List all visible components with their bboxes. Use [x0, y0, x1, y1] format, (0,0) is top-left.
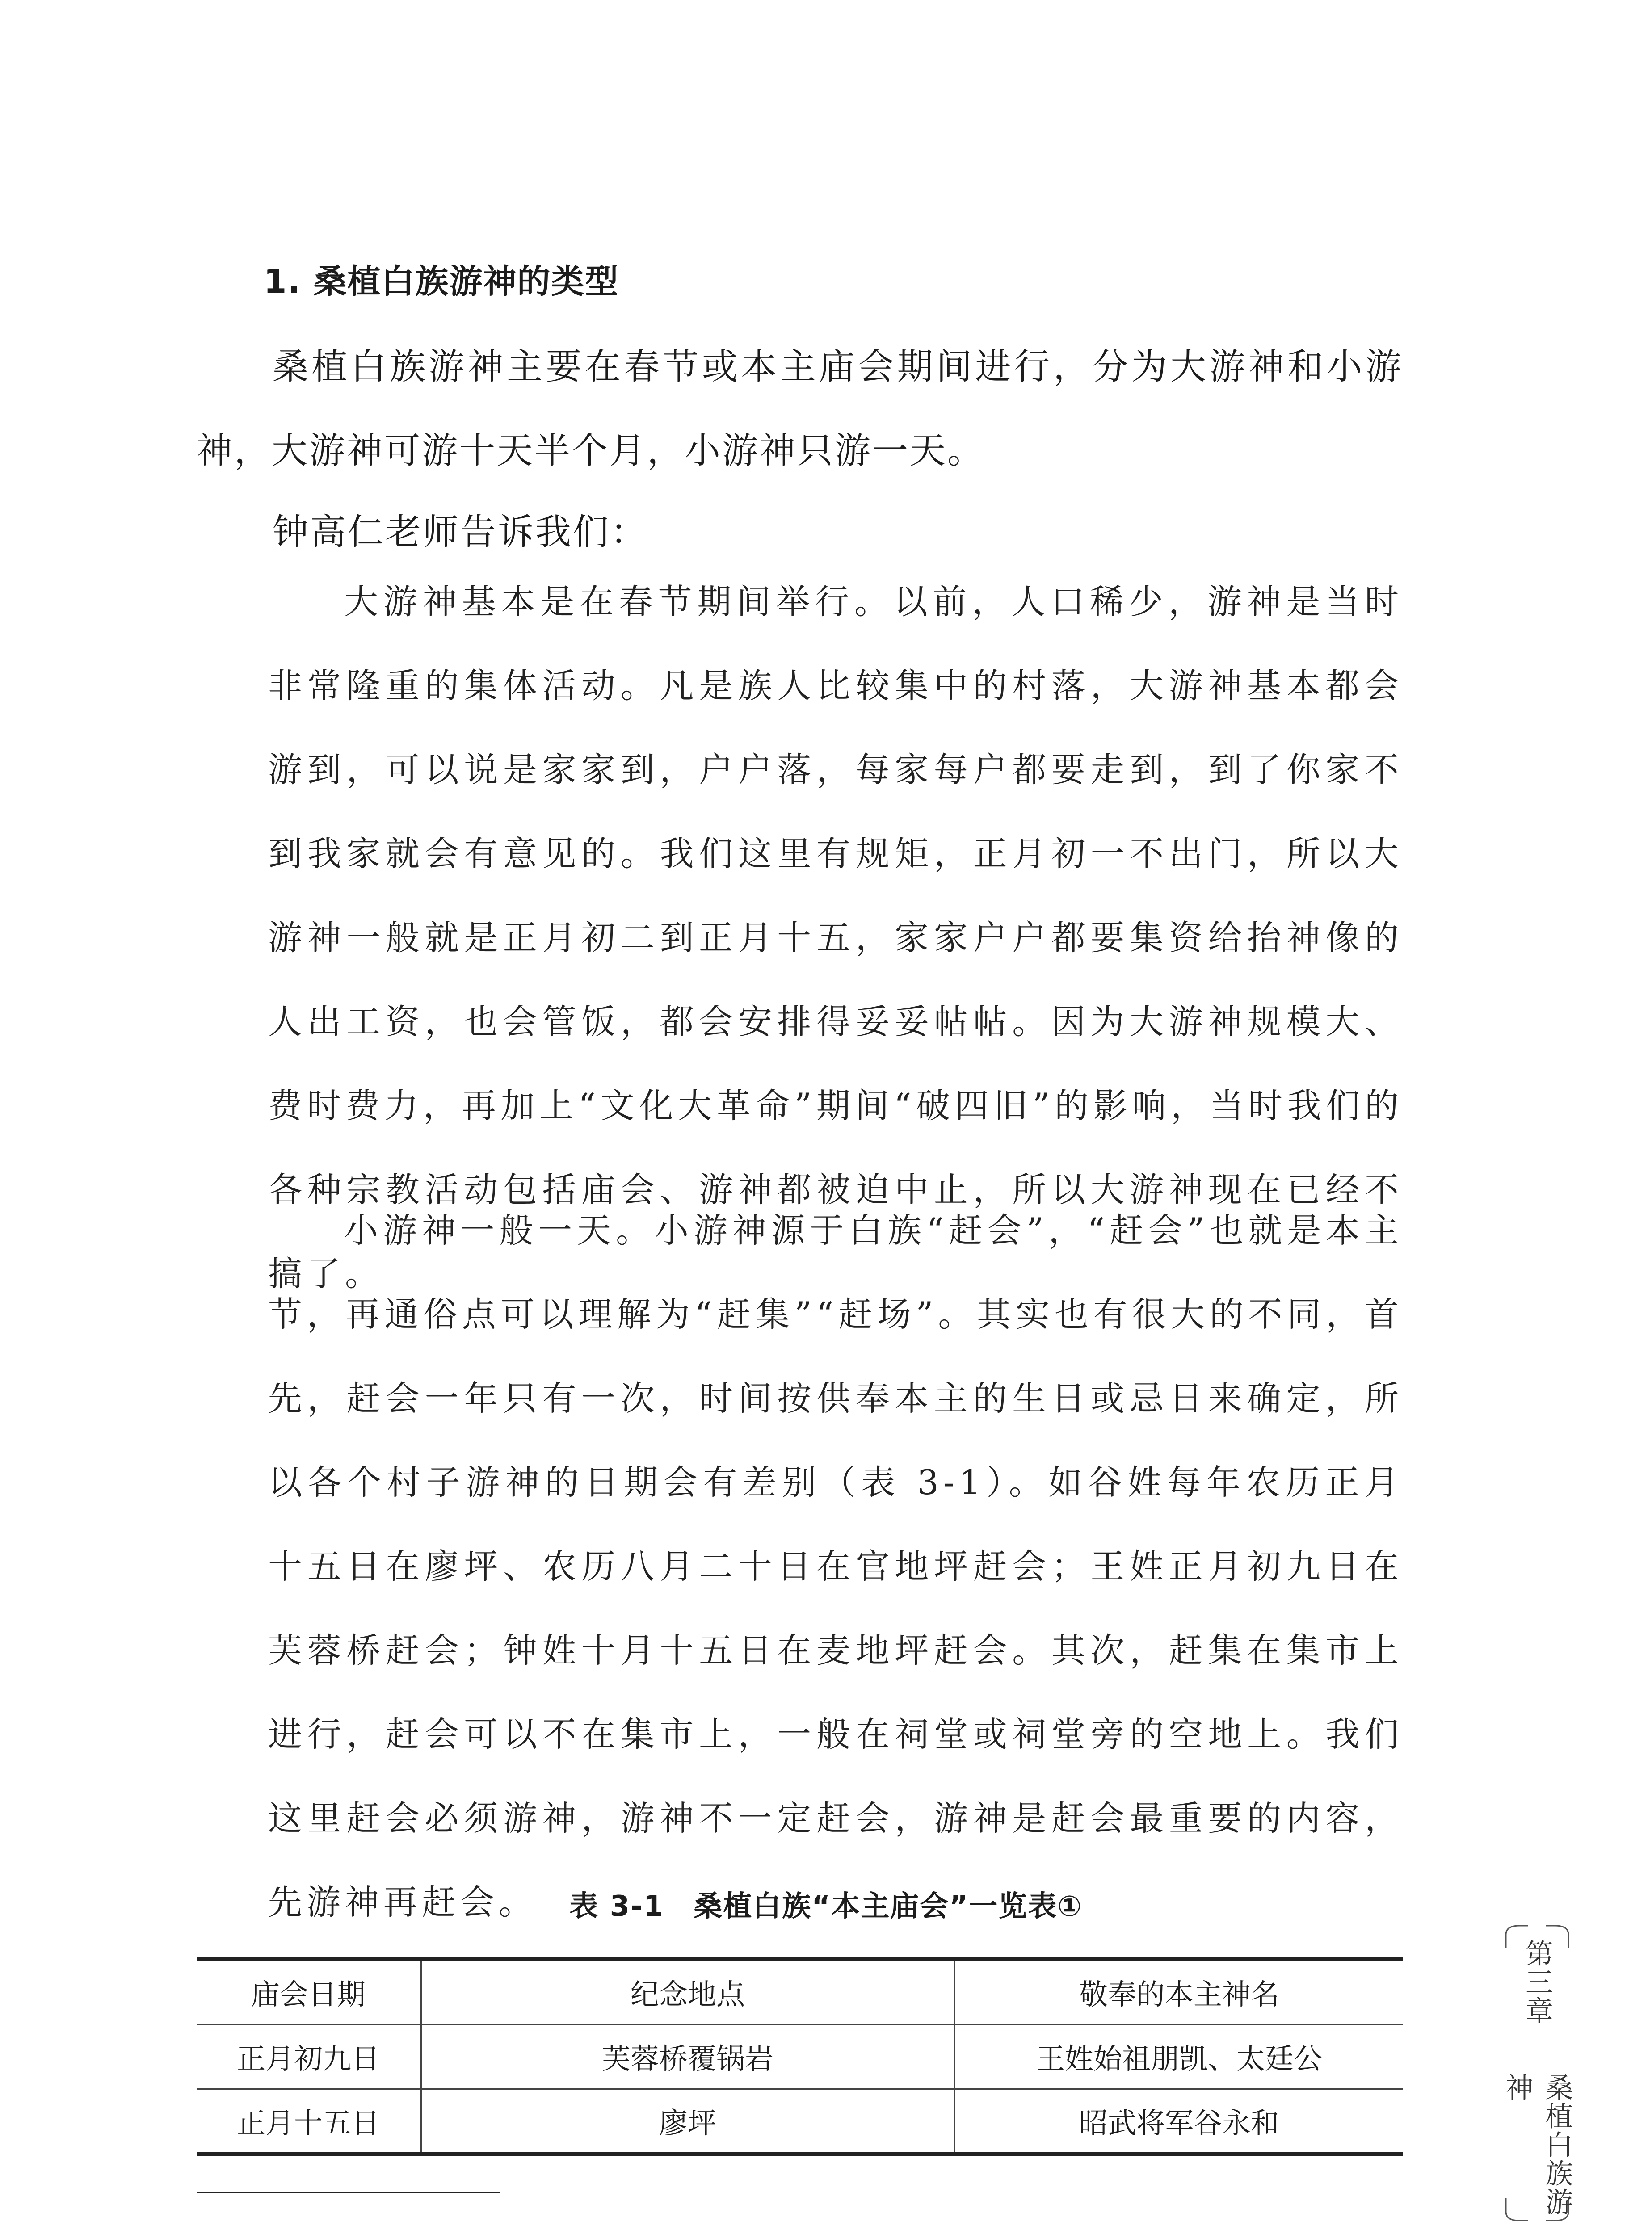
table-cell-deity: 王姓始祖朋凯、太廷公 [954, 2024, 1403, 2089]
footnote-divider [197, 2192, 500, 2193]
lead-paragraph: 钟高仁老师告诉我们： [273, 511, 648, 553]
side-tab-title: 桑植白族游神 [1501, 2073, 1573, 2216]
table-header-deity: 敬奉的本主神名 [954, 1959, 1403, 2025]
chapter-side-tab [1492, 1921, 1582, 2225]
table-cell-location: 廖坪 [421, 2089, 954, 2154]
table-cell-date: 正月初九日 [197, 2024, 421, 2089]
temple-fair-table [197, 1957, 1403, 2156]
side-tab-chapter: 第三章 [1521, 1939, 1554, 2025]
intro-paragraph: 桑植白族游神主要在春节或本主庙会期间进行，分为大游神和小游神，大游神可游十天半个月，小游神只游一天。 [197, 346, 1403, 471]
table-row [197, 2089, 1403, 2154]
table-header-location: 纪念地点 [421, 1959, 954, 2025]
table-cell-location: 芙蓉桥覆锅岩 [421, 2024, 954, 2089]
table-row [197, 2024, 1403, 2089]
table-header-row [197, 1959, 1403, 2025]
table-cell-deity: 昭武将军谷永和 [954, 2089, 1403, 2154]
quote-small-tour: 小游神一般一天。小游神源于白族“赶会”，“赶会”也就是本主节，再通俗点可以理解为“赶集”“赶场”。其实也有很大的不同，首先，赶会一年只有一次，时间按供奉本主的生日或忌日来确定，所以各个村子游神的日期会有差别（表 3-1）。如谷姓每年农历正月十五日在廖坪、农历八月二十日在官地坪赶会；王姓正月初九日在芙蓉桥赶会；钟姓十月十五日在麦地坪赶会。其次，赶集在集市上进行，赶会可以不在集市上，一般在祠堂或祠堂旁的空地上。我们这里赶会必须游神，游神不一定赶会，游神是赶会最重要的内容，先游神再赶会。 [268, 1210, 1403, 1922]
table-cell-date: 正月十五日 [197, 2089, 421, 2154]
section-heading: 1. 桑植白族游神的类型 [264, 262, 619, 301]
table-header-date: 庙会日期 [197, 1959, 421, 2025]
quote-big-tour: 大游神基本是在春节期间举行。以前，人口稀少，游神是当时非常隆重的集体活动。凡是族人比较集中的村落，大游神基本都会游到，可以说是家家到，户户落，每家每户都要走到，到了你家不到我家就会有意见的。我们这里有规矩，正月初一不出门，所以大游神一般就是正月初二到正月十五，家家户户都要集资给抬神像的人出工资，也会管饭，都会安排得妥妥帖帖。因为大游神规模大、费时费力，再加上“文化大革命”期间“破四旧”的影响，当时我们的各种宗教活动包括庙会、游神都被迫中止，所以大游神现在已经不搞了。 [268, 582, 1403, 1293]
table-caption: 表 3-1 桑植白族“本主庙会”一览表① [569, 1890, 1083, 1923]
